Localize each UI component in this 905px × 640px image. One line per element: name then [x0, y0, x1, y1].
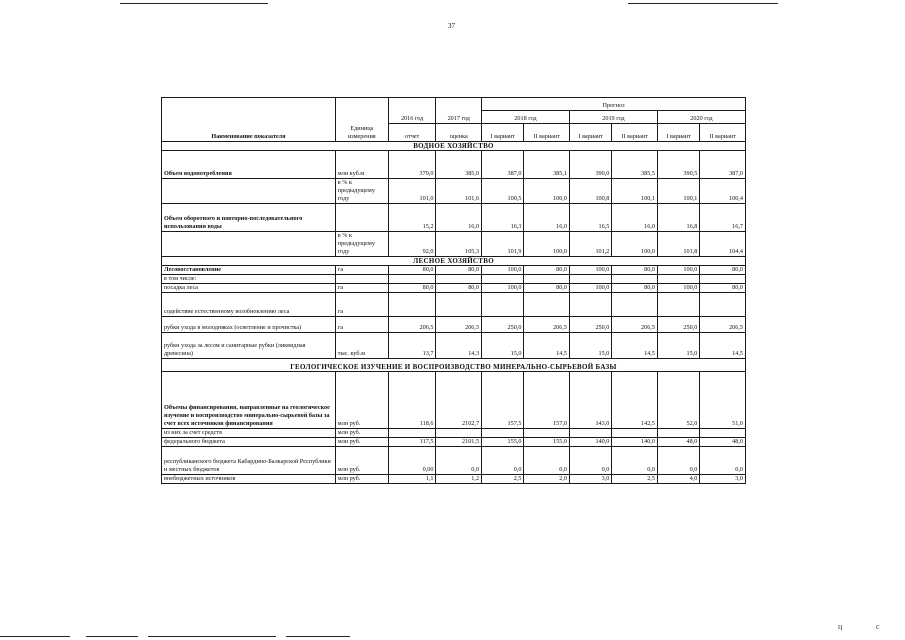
value-cell: 0,0: [524, 447, 570, 475]
scan-line-bottom-1: [0, 636, 70, 637]
table-row: [162, 372, 746, 429]
value-cell: 385,1: [524, 151, 570, 179]
value-cell: 100,1: [612, 179, 658, 204]
unit-cell: млн руб.: [335, 429, 388, 438]
indicator-name: в том числе:: [162, 275, 336, 284]
unit-cell: га: [335, 266, 388, 275]
value-cell: 104,4: [700, 232, 746, 257]
value-cell: [482, 275, 524, 284]
indicator-name: Объем оборотного и повторно-последовательного использования воды: [162, 204, 336, 232]
value-cell: 101,8: [657, 232, 699, 257]
indicator-name: содействие естественному возобновлению леса: [162, 293, 336, 317]
unit-cell: тыс. куб.м: [335, 333, 388, 359]
value-cell: 13,7: [388, 333, 436, 359]
value-cell: 0,0: [436, 447, 482, 475]
value-cell: 155,0: [524, 438, 570, 447]
value-cell: 101,2: [569, 232, 611, 257]
section-title: ГЕОЛОГИЧЕСКОЕ ИЗУЧЕНИЕ И ВОСПРОИЗВОДСТВО МИНЕРАЛЬНО-СЫРЬЕВОЙ БАЗЫ: [162, 359, 746, 372]
table-row: [162, 317, 746, 333]
unit-cell: млн руб.: [335, 438, 388, 447]
value-cell: 48,0: [700, 438, 746, 447]
value-cell: [524, 429, 570, 438]
table-row: [162, 204, 746, 232]
indicator-name: посадка леса: [162, 284, 336, 293]
value-cell: 100,0: [657, 284, 699, 293]
header-forecast: Прогноз: [482, 98, 746, 111]
value-cell: 80,0: [700, 266, 746, 275]
header-2018-var2: II вариант: [524, 124, 570, 142]
value-cell: 140,0: [569, 438, 611, 447]
value-cell: 387,0: [482, 151, 524, 179]
table-row: [162, 179, 746, 204]
value-cell: 14,3: [436, 333, 482, 359]
header-report: отчет: [388, 124, 436, 142]
corner-mark-left: ц: [838, 622, 843, 631]
value-cell: [388, 293, 436, 317]
value-cell: [657, 429, 699, 438]
value-cell: [700, 275, 746, 284]
scan-line-bottom-3: [148, 636, 276, 637]
value-cell: 100,5: [482, 179, 524, 204]
scan-line-top-right: [628, 3, 778, 4]
value-cell: 80,0: [436, 266, 482, 275]
table-row: [162, 232, 746, 257]
value-cell: [482, 293, 524, 317]
header-estimate: оценка: [436, 124, 482, 142]
value-cell: 105,3: [436, 232, 482, 257]
value-cell: [569, 275, 611, 284]
value-cell: 100,1: [657, 179, 699, 204]
value-cell: 100,0: [482, 284, 524, 293]
value-cell: 390,5: [657, 151, 699, 179]
value-cell: 80,0: [388, 266, 436, 275]
header-2020-var1: I вариант: [657, 124, 699, 142]
value-cell: [612, 293, 658, 317]
corner-mark-right: с: [876, 622, 880, 631]
indicator-name: федерального бюджета: [162, 438, 336, 447]
header-2020-var2: II вариант: [700, 124, 746, 142]
value-cell: 15,0: [657, 333, 699, 359]
value-cell: 80,0: [524, 284, 570, 293]
value-cell: 0,0: [482, 447, 524, 475]
header-year-2018: 2018 год: [482, 111, 570, 124]
value-cell: 100,0: [612, 232, 658, 257]
unit-cell: млн руб.: [335, 372, 388, 429]
header-year-2017: 2017 год: [436, 98, 482, 124]
value-cell: 100,0: [657, 266, 699, 275]
header-unit: Единица измерения: [335, 98, 388, 142]
value-cell: 143,0: [569, 372, 611, 429]
indicator-name: Лесовосстановление: [162, 266, 336, 275]
value-cell: 15,0: [569, 333, 611, 359]
value-cell: [524, 293, 570, 317]
value-cell: 80,0: [612, 284, 658, 293]
value-cell: 48,0: [657, 438, 699, 447]
value-cell: 206,5: [388, 317, 436, 333]
value-cell: 157,5: [482, 372, 524, 429]
value-cell: [388, 275, 436, 284]
table-row: [162, 275, 746, 284]
value-cell: [612, 429, 658, 438]
table-row: [162, 266, 746, 275]
value-cell: 140,0: [612, 438, 658, 447]
value-cell: 0,0: [612, 447, 658, 475]
value-cell: 100,0: [524, 179, 570, 204]
unit-cell: га: [335, 317, 388, 333]
value-cell: 16,7: [700, 204, 746, 232]
value-cell: 16,8: [657, 204, 699, 232]
unit-cell: в % к предыдущему году: [335, 179, 388, 204]
value-cell: 2,0: [524, 475, 570, 484]
value-cell: 16,0: [612, 204, 658, 232]
value-cell: 100,0: [569, 284, 611, 293]
value-cell: 0,00: [388, 447, 436, 475]
value-cell: 52,0: [657, 372, 699, 429]
value-cell: [388, 429, 436, 438]
value-cell: 80,0: [524, 266, 570, 275]
value-cell: 3,0: [569, 475, 611, 484]
table-row: [162, 447, 746, 475]
value-cell: 14,5: [524, 333, 570, 359]
value-cell: 250,0: [657, 317, 699, 333]
scan-line-top-left: [120, 3, 268, 4]
value-cell: 15,2: [388, 204, 436, 232]
value-cell: 92,0: [388, 232, 436, 257]
value-cell: 14,5: [612, 333, 658, 359]
value-cell: 117,5: [388, 438, 436, 447]
value-cell: 206,5: [700, 317, 746, 333]
value-cell: 1,1: [388, 475, 436, 484]
indicator-name: Объем водопотребления: [162, 151, 336, 179]
header-indicator-name: Наименование показателя: [162, 98, 336, 142]
table-body: [162, 98, 746, 484]
value-cell: 80,0: [700, 284, 746, 293]
value-cell: 250,0: [569, 317, 611, 333]
value-cell: 387,0: [700, 151, 746, 179]
unit-cell: млн куб.м: [335, 151, 388, 179]
value-cell: 2,5: [482, 475, 524, 484]
value-cell: 51,0: [700, 372, 746, 429]
value-cell: [482, 429, 524, 438]
table-row: [162, 284, 746, 293]
value-cell: 1,2: [436, 475, 482, 484]
indicator-name: рубки ухода за лесом и санитарные рубки (ликвидная древесина): [162, 333, 336, 359]
value-cell: 0,0: [700, 447, 746, 475]
value-cell: 4,0: [657, 475, 699, 484]
header-2018-var1: I вариант: [482, 124, 524, 142]
value-cell: 0,0: [569, 447, 611, 475]
value-cell: 0,0: [657, 447, 699, 475]
table-row: [162, 333, 746, 359]
value-cell: [612, 275, 658, 284]
value-cell: [436, 293, 482, 317]
scan-line-bottom-4: [286, 636, 350, 637]
unit-cell: [335, 275, 388, 284]
section-header-row: [162, 257, 746, 266]
unit-cell: млн руб.: [335, 447, 388, 475]
value-cell: 385,5: [612, 151, 658, 179]
value-cell: 100,8: [569, 179, 611, 204]
unit-cell: в % к предыдущему году: [335, 232, 388, 257]
value-cell: 3,0: [700, 475, 746, 484]
value-cell: 101,0: [388, 179, 436, 204]
indicators-table: [161, 97, 746, 484]
indicator-name: [162, 179, 336, 204]
value-cell: 206,5: [436, 317, 482, 333]
value-cell: 101,9: [482, 232, 524, 257]
value-cell: 206,5: [524, 317, 570, 333]
value-cell: [657, 275, 699, 284]
table-row: [162, 151, 746, 179]
unit-cell: га: [335, 293, 388, 317]
page-number: 37: [448, 22, 455, 30]
value-cell: 100,0: [569, 266, 611, 275]
value-cell: 379,0: [388, 151, 436, 179]
value-cell: [436, 429, 482, 438]
indicator-name: внебюджетных источников: [162, 475, 336, 484]
value-cell: 100,0: [524, 232, 570, 257]
value-cell: [524, 275, 570, 284]
header-year-2020: 2020 год: [657, 111, 745, 124]
header-2019-var2: II вариант: [612, 124, 658, 142]
indicator-name: Объемы финансирования, направленные на геологическое изучение и воспроизводство минерально-сырьевой базы за счет всех источников финансирования: [162, 372, 336, 429]
value-cell: [700, 429, 746, 438]
indicator-name: из них за счет средств: [162, 429, 336, 438]
header-2019-var1: I вариант: [569, 124, 611, 142]
section-header-row: [162, 142, 746, 151]
indicator-name: республиканского бюджета Кабардино-Балкарской Республики и местных бюджетов: [162, 447, 336, 475]
section-header-row: [162, 359, 746, 372]
value-cell: [569, 429, 611, 438]
value-cell: 142,5: [612, 372, 658, 429]
value-cell: 16,5: [569, 204, 611, 232]
value-cell: 15,0: [482, 333, 524, 359]
value-cell: 100,0: [482, 266, 524, 275]
table-row: [162, 438, 746, 447]
value-cell: 155,0: [482, 438, 524, 447]
value-cell: 2,5: [612, 475, 658, 484]
value-cell: 206,5: [612, 317, 658, 333]
value-cell: [657, 293, 699, 317]
table-row: [162, 293, 746, 317]
value-cell: 16,0: [524, 204, 570, 232]
value-cell: [436, 275, 482, 284]
value-cell: 16,3: [482, 204, 524, 232]
value-cell: 14,5: [700, 333, 746, 359]
unit-cell: га: [335, 284, 388, 293]
value-cell: [700, 293, 746, 317]
value-cell: 2102,7: [436, 372, 482, 429]
section-title: ВОДНОЕ ХОЗЯЙСТВО: [162, 142, 746, 151]
unit-cell: млн руб.: [335, 475, 388, 484]
value-cell: 101,6: [436, 179, 482, 204]
table-row: [162, 475, 746, 484]
value-cell: 250,0: [482, 317, 524, 333]
table-row: [162, 429, 746, 438]
value-cell: 390,0: [569, 151, 611, 179]
section-title: ЛЕСНОЕ ХОЗЯЙСТВО: [162, 257, 746, 266]
value-cell: 80,0: [436, 284, 482, 293]
value-cell: 80,0: [612, 266, 658, 275]
indicator-name: [162, 232, 336, 257]
value-cell: 385,0: [436, 151, 482, 179]
value-cell: 118,6: [388, 372, 436, 429]
indicator-name: рубки ухода в молодняках (осветление и прочистка): [162, 317, 336, 333]
value-cell: 100,4: [700, 179, 746, 204]
value-cell: [569, 293, 611, 317]
header-year-2019: 2019 год: [569, 111, 657, 124]
value-cell: 2101,5: [436, 438, 482, 447]
unit-cell: [335, 204, 388, 232]
scan-line-bottom-2: [86, 636, 138, 637]
value-cell: 16,0: [436, 204, 482, 232]
value-cell: 80,0: [388, 284, 436, 293]
value-cell: 157,0: [524, 372, 570, 429]
header-year-2016: 2016 год: [388, 98, 436, 124]
